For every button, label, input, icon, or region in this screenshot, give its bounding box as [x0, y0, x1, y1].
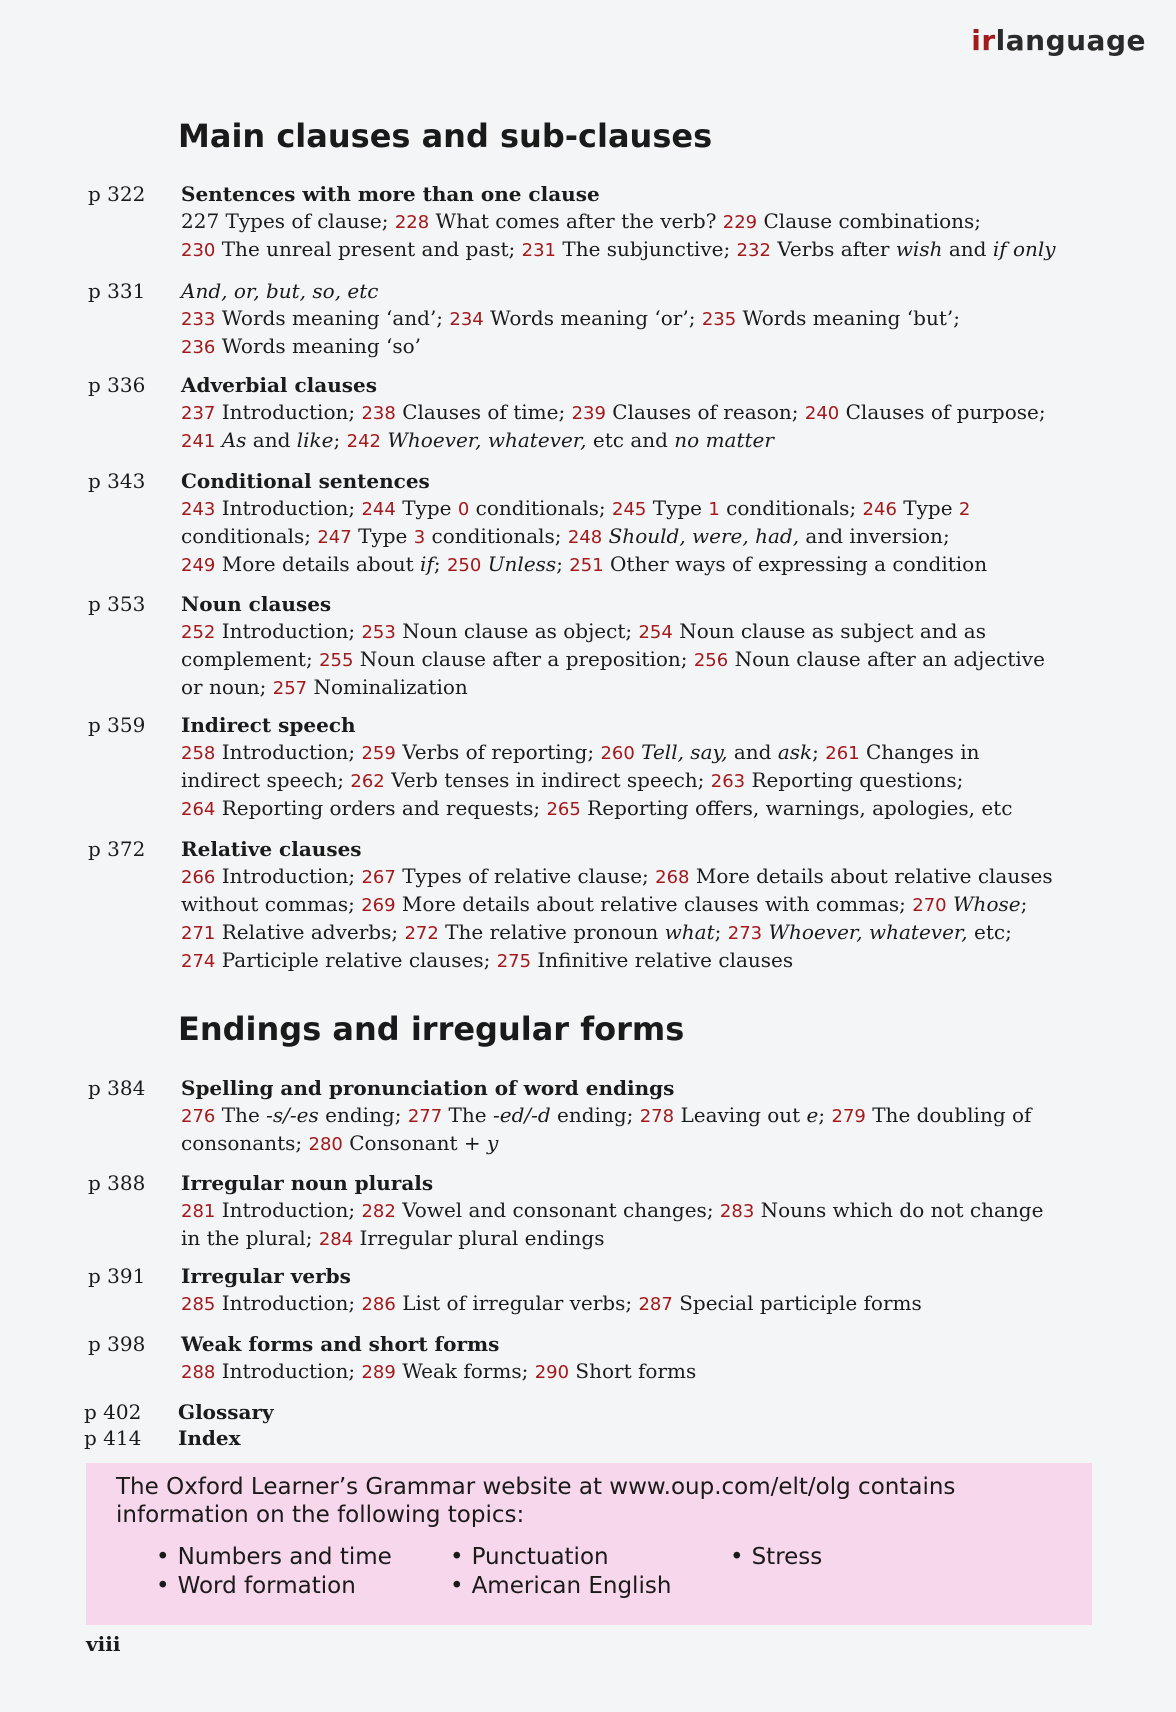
- topic-item: • Punctuation: [450, 1544, 609, 1570]
- unit-number[interactable]: 281: [181, 1201, 216, 1222]
- entry-topics-line: [181, 863, 1106, 891]
- unit-title: Clauses of time;: [395, 400, 572, 424]
- unit-title: etc;: [967, 920, 1012, 944]
- entry-topics-line: [181, 551, 1106, 579]
- page-folio: viii: [86, 1632, 121, 1656]
- entry-heading: Conditional sentences: [181, 469, 430, 493]
- section-title: Endings and irregular forms: [178, 1010, 685, 1048]
- entry-topics-line: [181, 1197, 1106, 1225]
- unit-number[interactable]: 260: [600, 743, 635, 764]
- entry-heading: Adverbial clauses: [181, 373, 378, 397]
- website-info-box: [86, 1463, 1092, 1625]
- entry-heading: Irregular noun plurals: [181, 1171, 434, 1195]
- entry-topics-line: [181, 646, 1106, 674]
- unit-number[interactable]: 247: [317, 527, 352, 548]
- entry-topics-line: [181, 236, 1106, 264]
- unit-title: ;: [556, 552, 570, 576]
- entry-topics-line: [181, 891, 1106, 919]
- unit-title: The subjunctive;: [556, 237, 737, 261]
- unit-title: indirect speech;: [181, 768, 351, 792]
- unit-title: Types of relative clause;: [395, 864, 656, 888]
- unit-number[interactable]: 270: [912, 895, 947, 916]
- unit-title-italic: Whose: [953, 892, 1021, 916]
- bullet-icon: •: [156, 1544, 170, 1570]
- unit-title-italic: -ed/-d: [492, 1103, 551, 1127]
- unit-title: Nominalization: [307, 675, 468, 699]
- unit-title-italic: like: [296, 428, 334, 452]
- entry-heading: Glossary: [178, 1400, 274, 1424]
- unit-number[interactable]: 290: [534, 1362, 570, 1383]
- unit-title: Vowel and consonant changes;: [395, 1198, 720, 1222]
- unit-title: Noun clause after an adjective: [728, 647, 1045, 671]
- unit-title: Relative adverbs;: [215, 920, 405, 944]
- unit-number[interactable]: 284: [318, 1229, 354, 1250]
- unit-title-italic: if only: [992, 237, 1056, 261]
- unit-title-italic: Should, were, had,: [608, 524, 800, 548]
- unit-number[interactable]: 241: [181, 431, 216, 452]
- unit-title: What comes after the verb?: [429, 209, 723, 233]
- topic-item: • American English: [450, 1573, 672, 1599]
- unit-number[interactable]: 236: [181, 337, 216, 358]
- entry-topics-line: [181, 674, 1106, 702]
- unit-number[interactable]: 262: [350, 771, 385, 792]
- unit-number[interactable]: 250: [446, 555, 482, 576]
- unit-title: Words meaning ‘but’;: [736, 306, 960, 330]
- entry-content: [181, 278, 1106, 361]
- unit-number[interactable]: 287: [638, 1294, 673, 1315]
- unit-title: or noun;: [181, 675, 273, 699]
- bullet-icon: •: [450, 1544, 464, 1570]
- unit-title: Leaving out: [674, 1103, 807, 1127]
- unit-title: without commas;: [181, 892, 362, 916]
- unit-number[interactable]: 235: [701, 309, 737, 330]
- unit-title: Words meaning ‘or’;: [483, 306, 702, 330]
- entry-topics-line: [181, 523, 1106, 551]
- unit-number[interactable]: 245: [612, 499, 647, 520]
- unit-number[interactable]: 259: [361, 743, 396, 764]
- entry-topics-line: [181, 1102, 1106, 1130]
- entry-content: [181, 712, 1106, 823]
- unit-number[interactable]: 263: [710, 771, 746, 792]
- unit-number[interactable]: 265: [546, 799, 581, 820]
- unit-title: and: [942, 237, 993, 261]
- unit-number[interactable]: 257: [272, 678, 308, 699]
- unit-number[interactable]: 230: [181, 240, 216, 261]
- unit-number[interactable]: 254: [638, 622, 673, 643]
- unit-title: complement;: [181, 647, 320, 671]
- unit-title: Special participle forms: [672, 1291, 922, 1315]
- unit-title: Verbs of reporting;: [395, 740, 601, 764]
- unit-title: Short forms: [569, 1359, 697, 1383]
- unit-number[interactable]: 276: [181, 1106, 216, 1127]
- entry-heading: Relative clauses: [181, 837, 362, 861]
- topic-item: • Stress: [730, 1544, 823, 1570]
- unit-title: Introduction;: [215, 496, 362, 520]
- entry-content: [181, 181, 1106, 264]
- entry-topics-line: [181, 618, 1106, 646]
- unit-title: Verb tenses in indirect speech;: [384, 768, 711, 792]
- unit-title: ;: [1020, 892, 1028, 916]
- unit-title: ;: [433, 552, 447, 576]
- entry-heading: And, or, but, so, etc: [181, 279, 379, 303]
- page-number: p 336: [88, 373, 146, 397]
- unit-number[interactable]: 229: [722, 212, 758, 233]
- unit-title: Type: [646, 496, 709, 520]
- unit-title: Noun clause after a preposition;: [353, 647, 694, 671]
- unit-title: and: [246, 428, 297, 452]
- unit-title: List of irregular verbs;: [395, 1291, 639, 1315]
- topic-item: • Numbers and time: [156, 1544, 392, 1570]
- unit-title: Consonant +: [342, 1131, 487, 1155]
- entry-topics-line: [181, 495, 1106, 523]
- unit-title: More details about: [215, 552, 421, 576]
- unit-number[interactable]: 272: [404, 923, 439, 944]
- unit-number[interactable]: 2: [958, 499, 971, 520]
- unit-title: Clauses of reason;: [605, 400, 805, 424]
- unit-title-italic: -s/-es: [266, 1103, 319, 1127]
- unit-title: conditionals;: [469, 496, 613, 520]
- page-number: p 343: [88, 469, 146, 493]
- unit-title: Nouns which do not change: [754, 1198, 1044, 1222]
- page-number: p 353: [88, 592, 146, 616]
- unit-title: Introduction;: [215, 740, 362, 764]
- entry-topics-line: [181, 1290, 1106, 1318]
- unit-number[interactable]: 240: [804, 403, 840, 424]
- entry-heading: Spelling and pronunciation of word endings: [181, 1076, 675, 1100]
- entry-topics-line: [181, 1130, 1106, 1158]
- entry-topics-line: [181, 919, 1106, 947]
- brand-logo: irlanguage: [971, 24, 1146, 57]
- unit-title: Clause combinations;: [757, 209, 982, 233]
- unit-title: Noun clause as subject and as: [672, 619, 986, 643]
- unit-number[interactable]: 228: [394, 212, 430, 233]
- unit-number[interactable]: 251: [569, 555, 604, 576]
- unit-number[interactable]: 255: [319, 650, 354, 671]
- unit-title: Weak forms;: [395, 1359, 535, 1383]
- unit-title: Reporting offers, warnings, apologies, etc: [580, 796, 1013, 820]
- entry-content: [181, 1263, 1106, 1318]
- unit-title: Participle relative clauses;: [215, 948, 497, 972]
- section-title: Main clauses and sub-clauses: [178, 117, 713, 155]
- unit-title: Infinitive relative clauses: [531, 948, 794, 972]
- unit-title: The unreal present and past;: [215, 237, 522, 261]
- unit-number[interactable]: 256: [693, 650, 729, 671]
- unit-title-italic: if: [420, 552, 434, 576]
- unit-number[interactable]: 252: [181, 622, 216, 643]
- unit-title: and: [727, 740, 778, 764]
- entry-topics-line: [181, 795, 1106, 823]
- entry-content: [181, 372, 1106, 455]
- unit-title-italic: no matter: [674, 428, 774, 452]
- unit-title: Type: [395, 496, 458, 520]
- unit-title: Other ways of expressing a condition: [603, 552, 988, 576]
- unit-title: ending;: [550, 1103, 640, 1127]
- unit-title: ;: [818, 1103, 832, 1127]
- unit-title: Type: [351, 524, 414, 548]
- bullet-icon: •: [450, 1573, 464, 1599]
- entry-topics-line: [181, 947, 1106, 975]
- unit-number[interactable]: 282: [361, 1201, 396, 1222]
- unit-title: ;: [812, 740, 826, 764]
- unit-title: The: [215, 1103, 267, 1127]
- unit-number[interactable]: 266: [181, 867, 216, 888]
- entry-topics-line: [181, 767, 1106, 795]
- page-number: p 391: [88, 1264, 146, 1288]
- unit-number[interactable]: 264: [181, 799, 216, 820]
- entry-content: [181, 1075, 1106, 1158]
- unit-number[interactable]: 267: [361, 867, 396, 888]
- unit-title: Introduction;: [215, 400, 362, 424]
- unit-title: consonants;: [181, 1131, 309, 1155]
- unit-title-italic: Unless: [487, 552, 557, 576]
- page-number: p 359: [88, 713, 146, 737]
- unit-number[interactable]: 273: [727, 923, 763, 944]
- unit-title: More details about relative clauses with commas;: [395, 892, 913, 916]
- unit-title: More details about relative clauses: [689, 864, 1053, 888]
- unit-number[interactable]: 286: [361, 1294, 396, 1315]
- unit-number[interactable]: 258: [181, 743, 216, 764]
- page-number: p 398: [88, 1332, 146, 1356]
- entry-content: [181, 1331, 1106, 1386]
- page-number: p 388: [88, 1171, 146, 1195]
- unit-number[interactable]: 277: [407, 1106, 443, 1127]
- unit-title: Introduction;: [215, 1198, 362, 1222]
- unit-title: Irregular plural endings: [353, 1226, 605, 1250]
- unit-title: The relative pronoun: [438, 920, 665, 944]
- topic-item: • Word formation: [156, 1573, 356, 1599]
- unit-number[interactable]: 244: [361, 499, 396, 520]
- entry-heading: Index: [178, 1426, 241, 1450]
- unit-title: Type: [896, 496, 959, 520]
- page-number: p 331: [88, 279, 146, 303]
- unit-title: conditionals;: [425, 524, 568, 548]
- unit-title: etc and: [586, 428, 675, 452]
- entry-topics-line: [181, 1358, 1106, 1386]
- page-number: p 384: [88, 1076, 146, 1100]
- unit-title: Reporting orders and requests;: [215, 796, 547, 820]
- unit-number[interactable]: 242: [346, 431, 381, 452]
- unit-title: Introduction;: [215, 1359, 362, 1383]
- unit-title-italic: Whoever, whatever,: [387, 428, 587, 452]
- unit-number[interactable]: 283: [719, 1201, 755, 1222]
- unit-number[interactable]: 249: [181, 555, 216, 576]
- unit-title: The: [442, 1103, 493, 1127]
- bullet-icon: •: [156, 1573, 170, 1599]
- unit-title: conditionals;: [181, 524, 318, 548]
- entry-topics-line: [181, 399, 1106, 427]
- unit-title: Changes in: [859, 740, 980, 764]
- entry-topics-line: [181, 427, 1106, 455]
- page-number: p 414: [84, 1426, 142, 1450]
- unit-title: Clauses of purpose;: [839, 400, 1046, 424]
- unit-title-italic: ask: [777, 740, 813, 764]
- unit-title: Introduction;: [215, 619, 362, 643]
- unit-number[interactable]: 278: [639, 1106, 675, 1127]
- entry-heading: Indirect speech: [181, 713, 356, 737]
- unit-number[interactable]: 289: [361, 1362, 396, 1383]
- unit-title-italic: y: [486, 1131, 499, 1155]
- unit-title: Words meaning ‘so’: [215, 334, 422, 358]
- unit-number[interactable]: 279: [831, 1106, 866, 1127]
- unit-number[interactable]: 271: [181, 923, 216, 944]
- entry-topics-line: [181, 333, 1106, 361]
- unit-number[interactable]: 3: [413, 527, 426, 548]
- website-intro: The Oxford Learner’s Grammar website at www.oup.com/elt/olg contains information on the following topics:: [116, 1474, 956, 1528]
- entry-heading: Noun clauses: [181, 592, 332, 616]
- unit-number[interactable]: 238: [361, 403, 396, 424]
- entry-heading: Sentences with more than one clause: [181, 182, 600, 206]
- unit-title: Noun clause as object;: [395, 619, 639, 643]
- unit-title: ending;: [318, 1103, 408, 1127]
- unit-title: Introduction;: [215, 1291, 362, 1315]
- unit-number[interactable]: 268: [655, 867, 690, 888]
- unit-title: The doubling of: [865, 1103, 1032, 1127]
- unit-number[interactable]: 246: [862, 499, 897, 520]
- unit-number[interactable]: 285: [181, 1294, 216, 1315]
- unit-number[interactable]: 243: [181, 499, 216, 520]
- bullet-icon: •: [730, 1544, 744, 1570]
- entry-content: [181, 468, 1106, 579]
- unit-title: Verbs after: [770, 237, 896, 261]
- unit-title: Introduction;: [215, 864, 362, 888]
- unit-number[interactable]: 280: [308, 1134, 343, 1155]
- unit-number[interactable]: 275: [496, 951, 532, 972]
- entry-topics-line: [181, 305, 1106, 333]
- page-number: p 372: [88, 837, 146, 861]
- unit-number[interactable]: 269: [361, 895, 396, 916]
- unit-title-italic: wish: [895, 237, 943, 261]
- unit-number[interactable]: 274: [181, 951, 216, 972]
- unit-title-italic: e: [806, 1103, 819, 1127]
- unit-title: in the plural;: [181, 1226, 319, 1250]
- unit-title-italic: Tell, say,: [641, 740, 728, 764]
- entry-content: [181, 1170, 1106, 1253]
- unit-number[interactable]: 261: [825, 743, 860, 764]
- unit-title: ;: [714, 920, 728, 944]
- page-number: p 322: [88, 182, 146, 206]
- unit-title: Words meaning ‘and’;: [215, 306, 450, 330]
- entry-heading: Irregular verbs: [181, 1264, 351, 1288]
- entry-topics-line: [181, 208, 1106, 236]
- unit-number[interactable]: 253: [361, 622, 396, 643]
- unit-number[interactable]: 231: [521, 240, 556, 261]
- unit-title-italic: Whoever, whatever,: [768, 920, 968, 944]
- entry-topics-line: [181, 1225, 1106, 1253]
- unit-number[interactable]: 234: [449, 309, 484, 330]
- unit-title: and inversion;: [799, 524, 950, 548]
- unit-number[interactable]: 0: [457, 499, 470, 520]
- unit-title-italic: what: [664, 920, 715, 944]
- entry-content: [181, 591, 1106, 702]
- unit-number[interactable]: 288: [181, 1362, 216, 1383]
- entry-topics-line: [181, 739, 1106, 767]
- unit-number[interactable]: 1: [708, 499, 720, 520]
- page-number: p 402: [84, 1400, 142, 1424]
- entry-content: [181, 836, 1106, 975]
- unit-title: conditionals;: [719, 496, 863, 520]
- unit-number[interactable]: 232: [736, 240, 771, 261]
- unit-number[interactable]: 239: [571, 403, 606, 424]
- unit-number[interactable]: 237: [181, 403, 216, 424]
- unit-number[interactable]: 233: [181, 309, 216, 330]
- unit-title-italic: As: [221, 428, 247, 452]
- unit-title: ;: [333, 428, 347, 452]
- unit-title: 227 Types of clause;: [181, 209, 395, 233]
- unit-title: Reporting questions;: [745, 768, 964, 792]
- unit-number[interactable]: 248: [567, 527, 603, 548]
- entry-heading: Weak forms and short forms: [181, 1332, 500, 1356]
